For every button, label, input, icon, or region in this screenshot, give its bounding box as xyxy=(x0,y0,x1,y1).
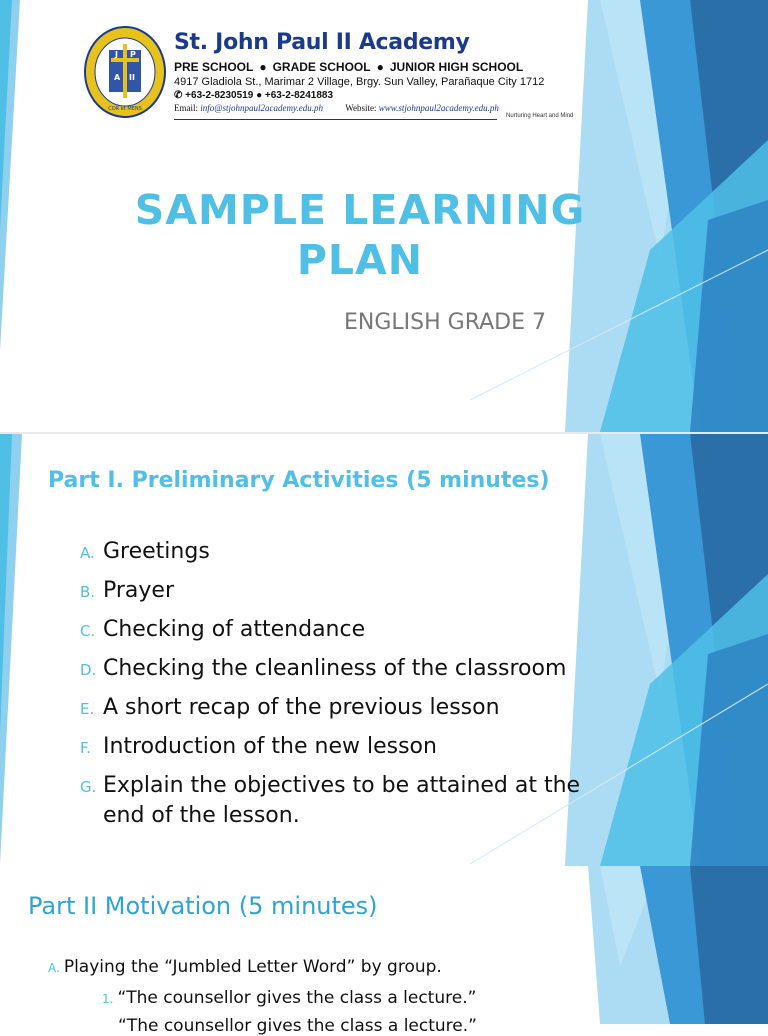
school-address: 4917 Gladiola St., Marimar 2 Village, Brgy. Sun Valley, Parañaque City 1712 xyxy=(174,76,545,88)
school-name: St. John Paul II Academy xyxy=(174,30,470,55)
school-contact xyxy=(174,103,499,113)
list-item xyxy=(80,693,620,723)
school-levels xyxy=(174,60,523,74)
list-marker: A. xyxy=(80,544,95,562)
svg-text:J: J xyxy=(115,50,118,59)
svg-text:COR et MENS: COR et MENS xyxy=(108,106,142,112)
part1-slide xyxy=(0,434,768,866)
letterhead-rule xyxy=(174,119,497,120)
part2-title: Part II Motivation (5 minutes) xyxy=(28,892,378,920)
email-link[interactable]: info@stjohnpaul2academy.edu.ph xyxy=(200,103,324,113)
list-marker: 1. xyxy=(102,992,114,1006)
level-pre-school: PRE SCHOOL xyxy=(174,60,254,74)
list-item-text: Checking the cleanliness of the classroom xyxy=(103,656,567,681)
motivation-subitem-cut-off: “The counsellor gives the class a lecture.” xyxy=(118,1016,477,1036)
slide-subtitle: ENGLISH GRADE 7 xyxy=(344,310,546,335)
website-link[interactable]: www.stjohnpaul2academy.edu.ph xyxy=(378,103,499,113)
list-item xyxy=(80,654,620,684)
part1-title: Part I. Preliminary Activities (5 minutes) xyxy=(48,468,550,493)
email-label: Email: xyxy=(174,103,198,113)
list-marker: A. xyxy=(48,961,60,975)
phone-number-1: +63-2-8230519 xyxy=(185,90,254,101)
list-marker: C. xyxy=(80,622,96,640)
list-marker: E. xyxy=(80,700,95,718)
list-item-text: “The counsellor gives the class a lecture.” xyxy=(117,988,477,1008)
list-marker: F. xyxy=(80,739,91,757)
school-letterhead xyxy=(84,26,584,126)
part2-slide xyxy=(0,866,768,1036)
list-item-text: Prayer xyxy=(103,578,175,603)
level-grade-school: GRADE SCHOOL xyxy=(272,60,371,74)
list-item-text: Checking of attendance xyxy=(103,617,366,642)
activities-list xyxy=(80,537,620,840)
list-marker: D. xyxy=(80,661,97,679)
list-item xyxy=(80,615,620,645)
phone-number-2: +63-2-8241883 xyxy=(264,90,334,101)
school-phones xyxy=(174,90,333,101)
list-item xyxy=(80,576,620,606)
phone-icon: ✆ xyxy=(174,90,183,101)
list-item-text: Explain the objectives to be attained at the end of the lesson. xyxy=(103,773,581,828)
list-item-text: Greetings xyxy=(103,539,210,564)
list-marker: B. xyxy=(80,583,96,601)
bullet-dot: ● xyxy=(376,60,384,74)
list-item-text: Playing the “Jumbled Letter Word” by group. xyxy=(63,957,442,977)
list-item xyxy=(80,537,620,567)
list-item-text: A short recap of the previous lesson xyxy=(103,695,500,720)
website-label: Website: xyxy=(345,103,377,113)
school-tagline: Nurturing Heart and Mind xyxy=(506,113,574,119)
level-junior-high-school: JUNIOR HIGH SCHOOL xyxy=(389,60,524,74)
school-seal-logo xyxy=(84,26,166,118)
motivation-subitem xyxy=(102,988,476,1008)
svg-text:II: II xyxy=(129,73,135,82)
svg-text:A: A xyxy=(114,73,121,82)
list-item-text: Introduction of the new lesson xyxy=(103,734,437,759)
list-item xyxy=(80,771,620,831)
svg-text:P: P xyxy=(130,50,136,59)
list-marker: G. xyxy=(80,778,97,796)
title-slide xyxy=(0,0,768,432)
motivation-item xyxy=(48,957,442,977)
list-item xyxy=(80,732,620,762)
bullet-dot: ● xyxy=(256,90,263,101)
slide-title: SAMPLE LEARNING PLAN xyxy=(134,186,586,284)
bullet-dot: ● xyxy=(259,60,267,74)
